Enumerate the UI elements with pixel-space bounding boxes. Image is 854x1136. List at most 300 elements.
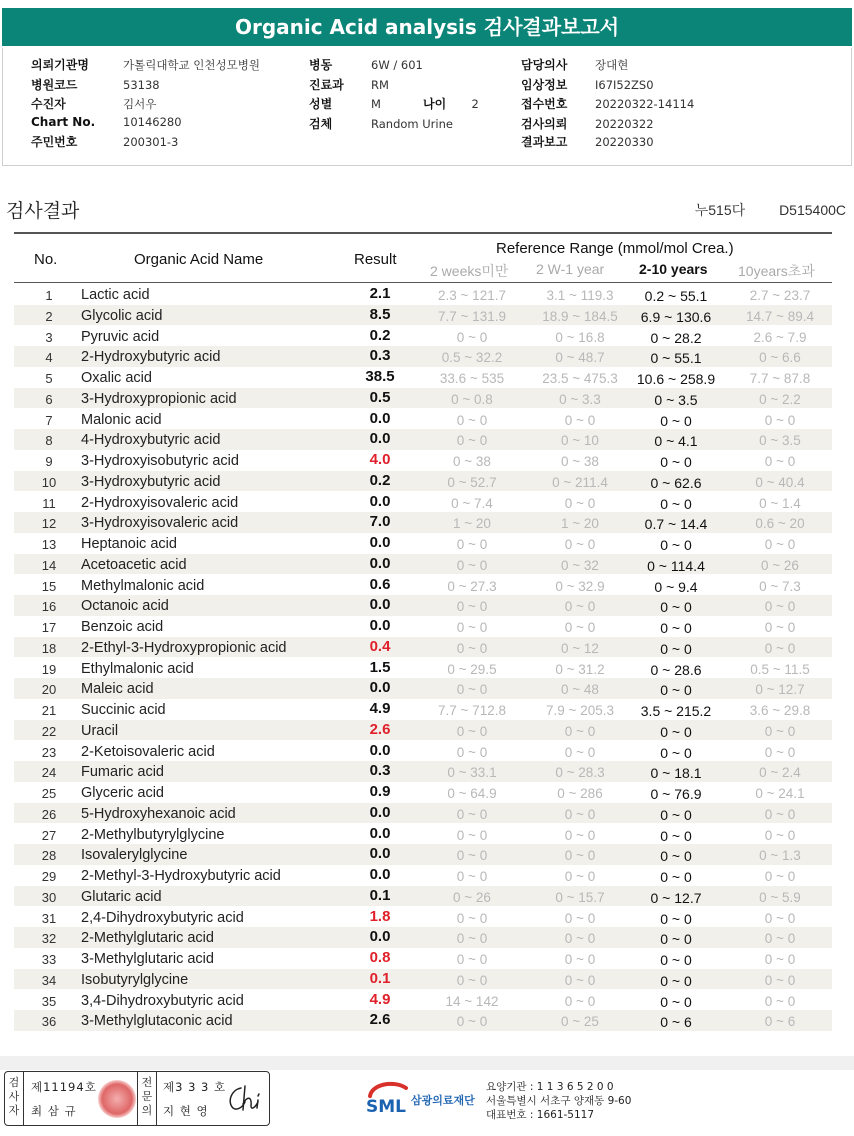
ref-under-2-weeks: 0 ~ 0 [456,744,488,760]
ref-2-10-years: 0 ~ 0 [660,931,692,948]
acid-name: 2-Hydroxybutyric acid [81,349,221,366]
info-right-2 [521,95,694,112]
ref-over-10-years: 0 ~ 0 [764,972,796,988]
result-value: 0.0 [369,741,391,759]
info-left-1 [31,76,160,93]
ref-2w-1y: 0 ~ 32 [561,557,599,573]
result-value: 0.4 [369,637,391,655]
result-value: 0.0 [369,866,391,883]
info-right-3 [521,115,654,132]
ref-2-10-years: 0 ~ 0 [660,910,692,927]
result-value: 1.5 [369,658,391,676]
ref-2w-1y: 0 ~ 28.3 [555,765,605,781]
ref-over-10-years: 0 ~ 26 [761,557,799,573]
row-number: 28 [41,848,57,864]
row-number: 36 [41,1014,57,1030]
ref-under-2-weeks: 0 ~ 0 [456,806,488,822]
info-value: 20220322 [595,117,654,131]
ref-over-10-years: 0 ~ 0 [764,806,796,822]
ref-2w-1y: 0 ~ 0 [564,620,596,635]
table-row [14,637,832,658]
row-number: 11 [42,495,56,511]
info-value: Random Urine [371,117,453,131]
company-address [486,1080,631,1122]
ref-2w-1y: 0 ~ 15.7 [555,889,605,905]
ref-2w-1y: 0 ~ 0 [564,599,596,615]
ref-2w-1y: 7.9 ~ 205.3 [546,703,614,718]
info-left-0 [31,56,260,73]
acid-name: 5-Hydroxyhexanoic acid [81,805,236,822]
row-number: 19 [41,661,57,677]
ref-over-10-years: 0 ~ 0 [764,412,796,428]
info-label: 임상정보 [521,78,568,92]
ref-2-10-years: 0 ~ 0 [660,640,692,657]
ref-2-10-years: 0 ~ 55.1 [650,350,702,367]
acid-name: 4-Hydroxybutyric acid [81,432,221,449]
ref-over-10-years: 0 ~ 0 [764,910,796,926]
company-name: 삼광의료재단 [411,1094,475,1107]
info-value: M [371,97,381,111]
table-row [14,927,832,948]
ref-2-10-years: 0 ~ 0 [660,744,692,761]
ref-over-10-years: 0 ~ 7.3 [759,578,801,594]
info-label: 담당의사 [521,58,568,72]
info-label: 수진자 [31,97,66,111]
ref-2-10-years: 0 ~ 0 [660,620,692,636]
ref-under-2-weeks: 0.5 ~ 32.2 [441,350,503,366]
ref-over-10-years: 3.6 ~ 29.8 [749,703,811,718]
ref-2-10-years: 0 ~ 0 [660,972,692,989]
row-number: 29 [41,869,57,884]
row-number: 31 [41,910,57,926]
ref-2w-1y: 0 ~ 32.9 [555,578,605,594]
ref-over-10-years: 0 ~ 0 [764,744,796,760]
header-ref-col-1: 2 weeks미만 [430,263,509,279]
ref-2w-1y: 0 ~ 16.8 [555,329,605,345]
table-row [14,492,832,513]
table-row [14,512,832,533]
table-row [14,284,832,305]
ref-over-10-years: 0 ~ 0 [764,931,796,947]
examiner-label: 검 사 자 [8,1076,20,1117]
ref-2w-1y: 0 ~ 25 [561,1014,599,1030]
ref-2-10-years: 0 ~ 0 [660,993,692,1010]
ref-2-10-years: 0.7 ~ 14.4 [644,516,708,533]
row-number: 16 [41,599,57,615]
acid-name: Ethylmalonic acid [81,660,194,677]
acid-name: Benzoic acid [81,619,164,635]
header-ref-col-3: 2-10 years [639,261,708,277]
info-value: 가톨릭대학교 인천성모병원 [123,58,260,72]
table-row [14,1010,832,1031]
result-value: 0.6 [369,575,391,593]
ref-over-10-years: 7.7 ~ 87.8 [749,371,811,386]
acid-name: 3-Hydroxyisovaleric acid [81,515,239,532]
ref-under-2-weeks: 7.7 ~ 712.8 [438,703,506,718]
result-value: 0.0 [369,928,391,946]
info-value: 20220322-14114 [595,97,695,111]
report-codes [665,200,846,220]
specialist-signature [225,1082,267,1116]
table-row [14,948,832,969]
ref-over-10-years: 0 ~ 0 [764,640,796,656]
table-row [14,388,832,409]
info-value: 53138 [123,78,160,92]
report-title: Organic Acid analysis 검사결과보고서 [2,8,852,46]
table-top-rule [14,232,832,234]
row-number: 20 [41,682,57,698]
results-section-title: 검사결과 [6,200,80,222]
ref-under-2-weeks: 0 ~ 0 [456,557,488,573]
ref-2w-1y: 0 ~ 0 [564,931,596,947]
acid-name: 3-Hydroxybutyric acid [81,473,221,490]
address-line-2: 서울특별시 서초구 양재동 9-60 [486,1095,632,1107]
result-value: 2.6 [369,720,391,738]
result-value: 0.5 [369,388,391,406]
ref-2w-1y: 0 ~ 10 [561,433,599,449]
ref-under-2-weeks: 0 ~ 64.9 [447,786,497,801]
address-line-1: 요양기관 : 1 1 3 6 5 2 0 0 [486,1081,614,1093]
acid-name: 3,4-Dihydroxybutyric acid [81,992,244,1009]
ref-2-10-years: 0 ~ 12.7 [650,889,702,906]
ref-over-10-years: 2.7 ~ 23.7 [749,288,811,303]
table-row [14,678,832,699]
table-row [14,658,832,679]
row-number: 7 [45,412,53,428]
code-2: D515400C [779,202,846,218]
ref-2-10-years: 6.9 ~ 130.6 [640,308,712,325]
info-value: RM [371,78,389,92]
ref-under-2-weeks: 1 ~ 20 [453,516,491,532]
ref-over-10-years: 0 ~ 0 [764,537,796,552]
info-left-3 [31,115,182,129]
acid-name: 3-Hydroxypropionic acid [81,390,237,407]
ref-2w-1y: 0 ~ 0 [564,806,596,822]
acid-name: Methylmalonic acid [81,577,205,594]
table-row [14,409,832,430]
acid-name: 2-Ketoisovaleric acid [81,743,215,760]
info-label: Chart No. [31,115,96,129]
info-value: 김서우 [123,97,157,111]
ref-over-10-years: 0.5 ~ 11.5 [750,661,810,677]
acid-name: Glyceric acid [81,785,164,801]
ref-2-10-years: 0 ~ 62.6 [650,474,702,491]
row-number: 35 [41,993,57,1009]
row-number: 10 [41,474,57,490]
table-row [14,346,832,367]
ref-over-10-years: 0 ~ 3.5 [759,433,801,449]
acid-name: Malonic acid [81,411,162,428]
table-row [14,595,832,616]
ref-over-10-years: 0 ~ 0 [764,723,796,739]
ref-over-10-years: 0 ~ 0 [764,599,796,615]
acid-name: 3-Hydroxyisobutyric acid [81,453,239,469]
ref-2-10-years: 0 ~ 4.1 [654,433,698,450]
table-row [14,865,832,886]
ref-over-10-years: 0 ~ 0 [764,952,796,967]
acid-name: Succinic acid [81,702,166,718]
ref-2-10-years: 0 ~ 0 [660,454,692,470]
ref-2w-1y: 0 ~ 12 [561,640,599,656]
ref-under-2-weeks: 0 ~ 0 [456,827,488,843]
ref-over-10-years: 0 ~ 1.3 [759,848,801,864]
sml-logo-icon [364,1078,412,1118]
result-value: 0.0 [369,409,391,427]
acid-name: Glutaric acid [81,888,162,905]
ref-2w-1y: 3.1 ~ 119.3 [546,288,614,303]
row-number: 17 [41,620,57,635]
ref-under-2-weeks: 0 ~ 26 [453,889,491,905]
ref-2w-1y: 0 ~ 0 [564,869,596,884]
address-line-3: 대표번호 : 1661-5117 [486,1109,595,1121]
result-value: 0.0 [369,596,391,614]
info-value: 6W / 601 [371,58,423,72]
table-row [14,575,832,596]
acid-name: Lactic acid [81,287,150,303]
table-row [14,326,832,347]
info-value: I67I52ZS0 [595,78,654,92]
ref-2w-1y: 0 ~ 0 [564,972,596,988]
header-result: Result [354,251,397,268]
info-value: 20220330 [595,135,654,149]
result-value: 0.3 [369,762,391,780]
table-row [14,471,832,492]
ref-under-2-weeks: 7.7 ~ 131.9 [438,308,506,324]
row-number: 8 [45,433,53,449]
table-row [14,305,832,326]
info-label: 의뢰기관명 [31,58,89,72]
acid-name: Isobutyrylglycine [81,971,189,988]
specialist-label: 전 문 의 [141,1076,153,1117]
ref-2w-1y: 0 ~ 0 [564,495,596,511]
row-number: 30 [41,889,57,905]
ref-2-10-years: 0 ~ 0 [660,723,692,740]
table-header-rule [14,282,832,283]
result-value: 1.8 [369,907,391,925]
header-name: Organic Acid Name [134,251,264,268]
ref-under-2-weeks: 0 ~ 0 [456,682,488,698]
info-label: 성별 [309,97,333,111]
result-value: 38.5 [365,368,395,385]
ref-2-10-years: 0 ~ 28.2 [650,329,702,346]
row-number: 18 [41,640,57,656]
ref-over-10-years: 2.6 ~ 7.9 [753,329,807,345]
table-row [14,367,832,388]
table-row [14,533,832,554]
ref-2-10-years: 0 ~ 0 [660,869,692,885]
ref-2w-1y: 18.9 ~ 184.5 [542,308,618,324]
table-row [14,429,832,450]
ref-2w-1y: 0 ~ 286 [557,786,603,801]
table-row [14,844,832,865]
ref-over-10-years: 0 ~ 2.2 [759,391,801,407]
info-value: 장대현 [595,58,629,72]
row-number: 9 [45,454,53,469]
ref-over-10-years: 0 ~ 2.4 [759,765,801,781]
ref-over-10-years: 0 ~ 0 [764,620,796,635]
row-number: 34 [41,972,57,988]
ref-over-10-years: 0 ~ 0 [764,869,796,884]
ref-2-10-years: 0 ~ 0 [660,412,692,429]
ref-2-10-years: 0 ~ 0 [660,952,692,968]
ref-2w-1y: 0 ~ 3.3 [559,391,601,407]
result-value: 0.0 [369,679,391,697]
row-number: 12 [41,516,57,532]
ref-under-2-weeks: 0 ~ 7.4 [451,495,493,511]
ref-2-10-years: 3.5 ~ 215.2 [640,703,712,719]
ref-under-2-weeks: 0 ~ 0 [456,620,488,635]
ref-under-2-weeks: 0 ~ 0 [456,433,488,449]
ref-under-2-weeks: 0 ~ 0 [456,952,488,967]
ref-2w-1y: 0 ~ 0 [564,910,596,926]
ref-2-10-years: 0 ~ 0 [660,599,692,616]
acid-name: 2,4-Dihydroxybutyric acid [81,909,244,926]
result-value: 0.0 [369,824,391,842]
acid-name: Fumaric acid [81,764,164,781]
result-value: 0.0 [369,430,391,448]
result-value: 7.0 [369,513,391,531]
row-number: 15 [41,578,57,594]
row-number: 27 [41,827,57,843]
ref-over-10-years: 0 ~ 0 [764,827,796,843]
ref-under-2-weeks: 0 ~ 0.8 [451,391,493,407]
acid-name: 2-Methylbutyrylglycine [81,826,225,843]
ref-2-10-years: 0 ~ 9.4 [654,578,698,595]
ref-under-2-weeks: 0 ~ 0 [456,931,488,947]
ref-2-10-years: 0 ~ 0 [660,848,692,865]
info-value: 200301-3 [123,135,179,149]
acid-name: Octanoic acid [81,598,169,615]
acid-name: 3-Methylglutaconic acid [81,1013,233,1030]
info-label: 주민번호 [31,135,78,149]
ref-under-2-weeks: 0 ~ 0 [456,599,488,615]
table-row [14,782,832,803]
acid-name: 3-Methylglutaric acid [81,951,214,967]
ref-2-10-years: 0 ~ 28.6 [650,661,702,678]
result-value: 8.5 [369,305,391,323]
row-number: 13 [41,537,57,552]
ref-under-2-weeks: 0 ~ 29.5 [447,661,497,677]
ref-over-10-years: 0 ~ 6.6 [759,350,801,366]
acid-name: Heptanoic acid [81,536,177,552]
ref-2w-1y: 0 ~ 0 [564,744,596,760]
result-value: 0.1 [369,969,391,987]
ref-over-10-years: 0 ~ 12.7 [755,682,805,698]
ref-under-2-weeks: 0 ~ 52.7 [447,474,497,490]
ref-2-10-years: 0 ~ 0 [660,806,692,823]
info-value: 10146280 [123,115,182,129]
ref-2w-1y: 0 ~ 38 [561,454,599,469]
ref-under-2-weeks: 0 ~ 33.1 [447,765,497,781]
info-label: 병동 [309,58,333,72]
ref-2-10-years: 0 ~ 6 [660,1014,692,1031]
ref-2-10-years: 0 ~ 114.4 [647,557,705,574]
ref-under-2-weeks: 0 ~ 0 [456,972,488,988]
ref-over-10-years: 0 ~ 24.1 [755,786,805,801]
info-age: 나이 2 [423,97,479,111]
code-1: 누515다 [694,202,746,218]
result-value: 0.0 [369,803,391,821]
ref-2-10-years: 0 ~ 0 [660,682,692,699]
ref-over-10-years: 0 ~ 0 [764,454,796,469]
acid-name: Uracil [81,722,119,739]
table-row [14,803,832,824]
info-middle-2 [309,95,381,112]
table-row [14,450,832,471]
ref-over-10-years: 14.7 ~ 89.4 [746,308,814,324]
table-row [14,969,832,990]
logo-text: SML [366,1097,406,1117]
table-row [14,907,832,928]
result-value: 0.3 [369,347,391,365]
ref-2w-1y: 0 ~ 0 [564,848,596,864]
info-label: 결과보고 [521,135,568,149]
ref-under-2-weeks: 0 ~ 0 [456,329,488,345]
ref-2w-1y: 23.5 ~ 475.3 [542,371,618,386]
table-row [14,990,832,1011]
ref-under-2-weeks: 33.6 ~ 535 [439,371,505,386]
ref-over-10-years: 0 ~ 1.4 [759,495,801,511]
ref-under-2-weeks: 14 ~ 142 [445,993,499,1009]
table-row [14,824,832,845]
result-value: 0.1 [369,886,391,904]
ref-over-10-years: 0 ~ 5.9 [759,889,801,905]
ref-under-2-weeks: 0 ~ 0 [456,412,488,428]
ref-under-2-weeks: 0 ~ 0 [456,869,488,884]
row-number: 6 [45,391,53,407]
ref-2-10-years: 0 ~ 18.1 [650,765,702,782]
ref-2w-1y: 0 ~ 0 [564,537,596,552]
ref-2-10-years: 0 ~ 3.5 [654,391,698,408]
ref-under-2-weeks: 2.3 ~ 121.7 [438,288,506,303]
result-value: 4.9 [369,700,391,717]
header-no: No. [34,251,58,268]
table-row [14,741,832,762]
footer-separator [0,1056,854,1070]
table-row [14,761,832,782]
acid-name: Maleic acid [81,681,154,698]
info-right-0 [521,56,628,73]
ref-2-10-years: 0 ~ 76.9 [650,786,702,802]
info-label: 진료과 [309,78,344,92]
signature-box [4,1071,270,1126]
acid-name: Glycolic acid [81,307,163,324]
info-label: 병원코드 [31,78,78,92]
ref-2w-1y: 0 ~ 48.7 [555,350,605,366]
ref-under-2-weeks: 0 ~ 0 [456,640,488,656]
result-value: 4.9 [369,990,391,1008]
examiner-license-no: 제11194호 [31,1080,97,1094]
result-value: 0.8 [369,949,391,966]
ref-2w-1y: 0 ~ 31.2 [555,661,605,677]
acid-name: Isovalerylglycine [81,847,188,864]
table-row [14,554,832,575]
info-label: 접수번호 [521,97,568,111]
row-number: 3 [45,329,53,345]
result-value: 2.6 [369,1011,391,1029]
result-value: 0.0 [369,534,391,551]
row-number: 5 [45,371,53,386]
acid-name: 2-Ethyl-3-Hydroxypropionic acid [81,639,287,656]
result-value: 0.2 [369,326,391,344]
ref-2-10-years: 0 ~ 0 [660,537,692,553]
ref-2-10-years: 0 ~ 0 [660,495,692,512]
row-number: 33 [41,952,57,967]
ref-under-2-weeks: 0 ~ 0 [456,537,488,552]
row-number: 21 [41,703,57,718]
table-row [14,699,832,720]
row-number: 2 [45,308,53,324]
